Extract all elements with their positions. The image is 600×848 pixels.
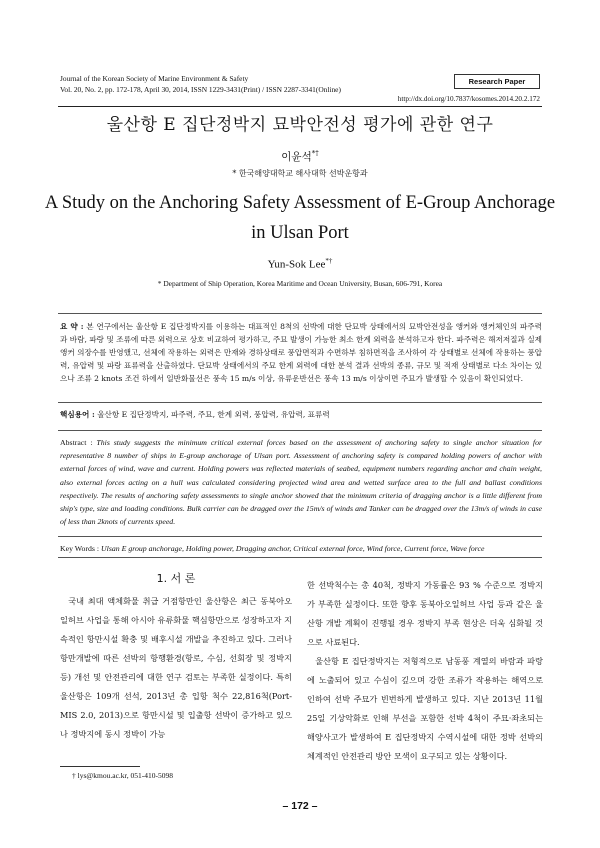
journal-volume: Vol. 20, No. 2, pp. 172-178, April 30, 2014, ISSN 1229-3431(Print) / ISSN 2287-3341(Online) [60,85,341,94]
english-abstract [60,436,542,528]
keywords-bottom-rule [58,557,542,558]
korean-abstract-text: 본 연구에서는 울산항 E 집단정박지를 이용하는 대표적인 8척의 선박에 대한 단묘박 상태에서의 묘박안전성을 앵커와 앵커체인의 파주력과 바람, 파랑 및 조류에 따른 외력으로 상호 비교하여 평가하고, 주묘 발생이 가능한 최소 한계 외력을 분석하고자 한다. 파주력은 해저저질과 실제 앵커 의장수를 반영했고, 선체에 작용하는 외력은 만재와 경하상태로 풍압면적과 수면하부 침하면적을 조사하여 각 상태별로 선체에 작용하는 풍압력, 유압력 및 파랑 표류력을 산출하였다. 단묘박 상태에서의 주묘 한계 외력에 대한 분석 결과 선박의 종류, 규모 및 적재 상태별로 다소 차이는 있으나 조류 2 knots 조건 하에서 일반화물선은 풍속 15 m/s 이상, 유류운반선은 풍속 13 m/s 이상이면 주묘가 발생할 수 있음이 확인되었다. [60,322,542,383]
english-author-mark: *† [325,257,333,265]
english-title: A Study on the Anchoring Safety Assessment of E-Group Anchorage in Ulsan Port [44,193,556,243]
header-divider [58,106,542,107]
footnote-rule [60,766,140,767]
korean-affiliation: * 한국해양대학교 해사대학 선박운항과 [232,169,368,178]
abstract-top-rule [58,313,542,314]
english-keywords [60,542,542,555]
journal-header [60,73,341,95]
korean-keywords [60,408,542,421]
korean-keywords-label: 핵심용어 : [60,410,95,419]
korean-abstract [60,320,542,385]
english-affiliation: * Department of Ship Operation, Korea Maritime and Ocean University, Busan, 606-791, Korea [157,279,443,288]
paragraph: 국내 최대 액체화물 취급 거점항만인 울산항은 최근 동북아오일허브 사업을 통해 아시아 유류화물 핵심항만으로 성장하고자 지속적인 항만시설 확충 및 배후시설 개발을 추진하고 있다. 그러나 항만개발에 따른 선박의 항행환경(항로, 수심, 선회장 및 정박지 등) 개선 및 안전관리에 대한 연구 검토는 부족한 실정이다. 특히 울산항은 109개 선석, 2013년 총 입항 척수 22,816척(Port-MIS 2.0, 2013)으로 항만시설 및 입출항 선박이 증가하고 있으나 정박지에 동시 정박이 가능 [60,596,292,739]
footnote: † lys@kmou.ac.kr, 051-410-5098 [72,771,173,780]
journal-name: Journal of the Korean Society of Marine Environment & Safety [60,74,249,83]
english-keywords-label: Key Words : [60,544,100,553]
right-column [307,576,543,766]
research-paper-badge: Research Paper [454,74,540,89]
abstract-mid-rule [58,402,542,403]
keywords-rule [58,430,542,431]
korean-author-mark: *† [311,149,319,158]
paragraph: 한 선박척수는 총 40척, 정박지 가동률은 93 % 수준으로 정박지가 부족한 실정이다. 또한 향후 동북아오일허브 사업 등과 같은 울산항 개발 계획이 진행될 경우 정박지 부족 현상은 더욱 심화될 것으로 사료된다. [307,580,543,647]
paragraph: 울산항 E 집단정박지는 저형적으로 남동풍 계열의 바람과 파랑에 노출되어 있고 수심이 깊으며 강한 조류가 작용하는 해역으로 인하여 선박 주묘가 빈번하게 발생하고 있다. 지난 2013년 11월 25일 기상악화로 인해 부선을 포함한 선박 4척이 주묘·좌초되는 해양사고가 발생하여 E 집단정박지 수역시설에 대한 정박 선박의 체계적인 안전관리 방안 모색이 요구되고 있는 상황이다. [307,656,543,761]
english-abstract-rule [58,536,542,537]
english-abstract-label: Abstract : [60,438,93,447]
korean-title: 울산항 E 집단정박지 묘박안전성 평가에 관한 연구 [106,115,494,135]
korean-keywords-text: 울산항 E 집단정박지, 파주력, 주묘, 한계 외력, 풍압력, 유압력, 표류력 [97,410,330,419]
english-author-name: Yun-Sok Lee [267,258,326,271]
korean-abstract-label: 요 약 : [60,322,84,331]
left-column [60,592,292,744]
section-heading: 1. 서 론 [156,572,196,585]
english-abstract-text: This study suggests the minimum critical external forces based on the assessment of anchoring safety to single anchor situation for representative 8 number of ships in E-group anchorage of Ulsan port. Assessment of anchoring safety is compared holding powers of anchor with external forces of wind, wave and current. Holding powers was reflected materials of seabed, equipment numbers regarding anchor and chain weight, also external forces acting on a hull was calculated considering projected wind area and wetted surface area to the full and ballast conditions respectively. The results of anchoring safety assessments to single anchor showed that the minimum criteria of dragging anchor is a little different from ship's type, size and loading conditions. Bulk carrier can be dragged over the 15m/s of winds and Tanker can be dragged over the 13m/s of winds in case of less than 2knots of currents speed. [60,438,543,527]
page-number: – 172 – [282,800,318,812]
english-keywords-text: Ulsan E group anchorage, Holding power, Dragging anchor, Critical external force, Wind force, Current force, Wave force [101,544,485,553]
korean-author-name: 이윤석 [281,151,312,163]
doi-link[interactable]: http://dx.doi.org/10.7837/kosomes.2014.20.2.172 [397,95,540,103]
korean-author [0,149,600,164]
english-author [0,257,600,271]
